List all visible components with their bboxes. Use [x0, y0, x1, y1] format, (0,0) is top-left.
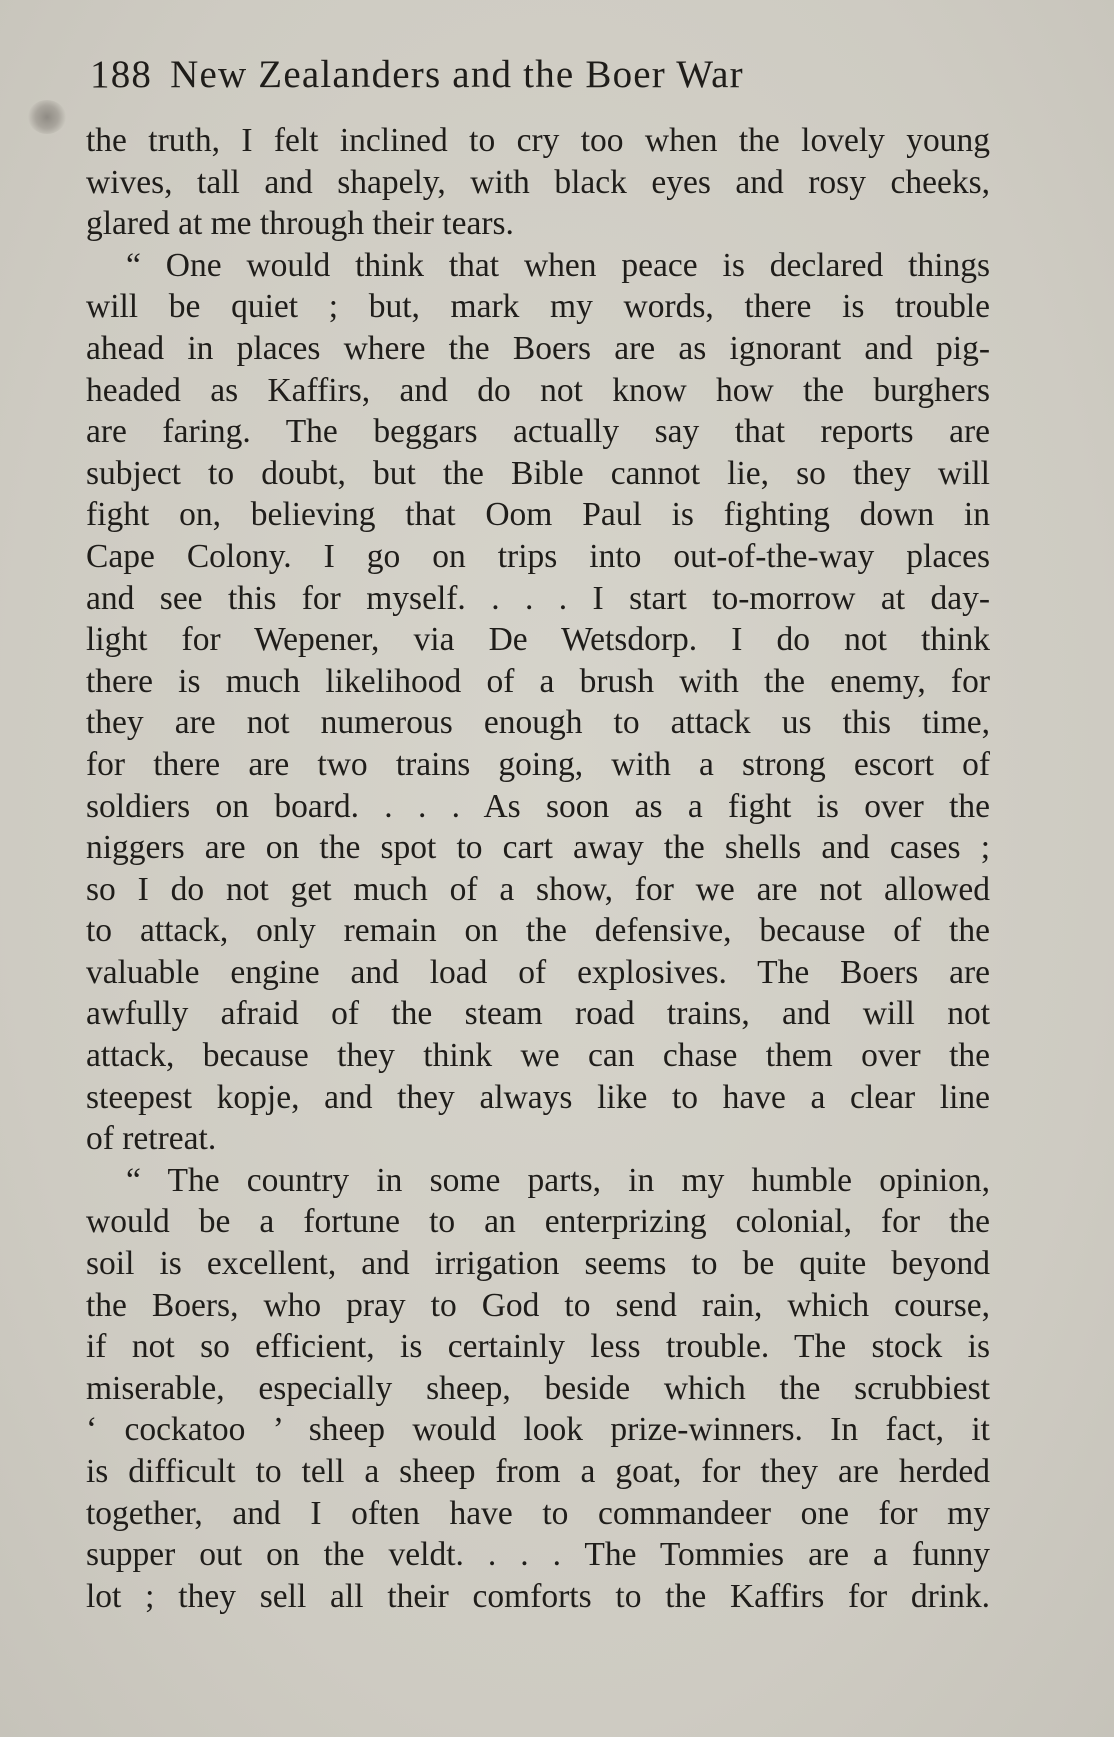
page-stain	[28, 100, 66, 134]
text-line: they are not numerous enough to attack us this time,	[86, 704, 990, 742]
text-line: ‘ cockatoo ’ sheep would look prize-winners. In fact, it	[86, 1411, 990, 1449]
text-line: of retreat.	[86, 1120, 217, 1158]
text-line: is difficult to tell a sheep from a goat, for they are herded	[86, 1453, 990, 1490]
text-line: ahead in places where the Boers are as ignorant and pig-	[86, 329, 990, 367]
text-line: steepest kopje, and they always like to have a clear line	[86, 1078, 990, 1116]
text-line: soil is excellent, and irrigation seems to be quite beyond	[86, 1245, 990, 1283]
running-header	[90, 52, 990, 97]
body-text	[86, 120, 990, 1617]
text-line: headed as Kaffirs, and do not know how the burghers	[86, 371, 990, 409]
text-line: to attack, only remain on the defensive, because of the	[86, 912, 990, 950]
text-line: supper out on the veldt. . . . The Tommies are a funny	[86, 1536, 990, 1574]
text-line: niggers are on the spot to cart away the shells and cases ;	[86, 829, 990, 867]
text-line: miserable, especially sheep, beside which the scrubbiest	[86, 1369, 990, 1407]
text-line: valuable engine and load of explosives. The Boers are	[86, 953, 990, 991]
page-number: 188	[90, 53, 153, 96]
text-line: fight on, believing that Oom Paul is fighting down in	[86, 496, 990, 534]
text-line: subject to doubt, but the Bible cannot lie, so they will	[86, 454, 990, 492]
text-line: the truth, I felt inclined to cry too when the lovely young	[86, 122, 990, 159]
text-line: would be a fortune to an enterprizing colonial, for the	[86, 1203, 990, 1241]
text-line: awfully afraid of the steam road trains, and will not	[86, 995, 990, 1033]
text-line: so I do not get much of a show, for we are not allowed	[86, 870, 990, 908]
text-line: lot ; they sell all their comforts to the Kaffirs for drink.	[86, 1577, 990, 1615]
running-title: New Zealanders and the Boer War	[170, 53, 744, 96]
text-line: together, and I often have to commandeer one for my	[86, 1494, 990, 1532]
text-line: attack, because they think we can chase them over the	[86, 1037, 990, 1075]
text-line: there is much likelihood of a brush with the enemy, for	[86, 662, 990, 700]
text-line: if not so efficient, is certainly less trouble. The stock is	[86, 1328, 990, 1366]
text-line: are faring. The beggars actually say that reports are	[86, 413, 990, 451]
text-line: Cape Colony. I go on trips into out-of-the-way places	[86, 537, 990, 575]
text-line: “ One would think that when peace is declared things	[126, 246, 990, 284]
text-line: light for Wepener, via De Wetsdorp. I do not think	[86, 621, 990, 659]
text-line: and see this for myself. . . . I start to-morrow at day-	[86, 579, 990, 617]
text-line: glared at me through their tears.	[86, 205, 514, 243]
text-line: “ The country in some parts, in my humble opinion,	[126, 1161, 990, 1199]
text-line: will be quiet ; but, mark my words, there is trouble	[86, 288, 990, 326]
text-line: wives, tall and shapely, with black eyes and rosy cheeks,	[86, 163, 990, 201]
text-line: soldiers on board. . . . As soon as a fight is over the	[86, 787, 990, 825]
text-line: for there are two trains going, with a strong escort of	[86, 745, 990, 783]
text-line: the Boers, who pray to God to send rain, which course,	[86, 1286, 990, 1324]
